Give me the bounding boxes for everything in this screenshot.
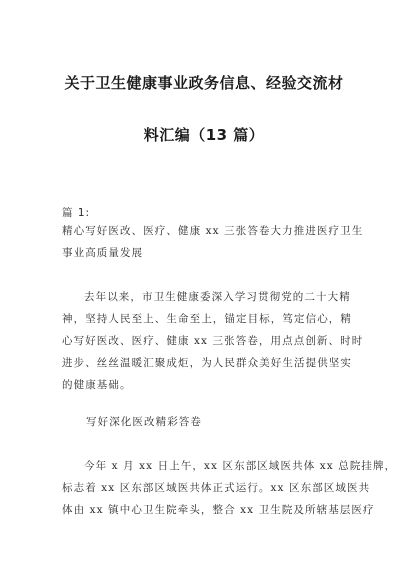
article-title xyxy=(62,220,364,264)
paragraph-line: 去年以来，市卫生健康委深入学习贯彻党的二十大精 xyxy=(84,291,351,303)
paragraph-line: 今年 x 月 xx 日上午，xx 区东部区域医共体 xx 总院挂牌， xyxy=(84,460,397,472)
article-title-line: 事业高质量发展 xyxy=(62,247,144,259)
paragraph-line: 体由 xx 镇中心卫生院牵头，整合 xx 卫生院及所辖基层医疗 xyxy=(62,504,375,516)
body-paragraph-1 xyxy=(62,286,364,396)
paragraph-line: 神，坚持人民至上、生命至上，锚定目标，笃定信心，精 xyxy=(62,313,352,325)
article-title-line: 精心写好医改、医疗、健康 xx 三张答卷大力推进医疗卫生 xyxy=(62,225,364,237)
document-title-line-2: 料汇编（13 篇） xyxy=(143,126,265,144)
paragraph-line: 标志着 xx 区东部区域医共体正式运行。xx 区东部区域医共 xyxy=(62,482,371,494)
subheading: 写好深化医改精彩答卷 xyxy=(86,416,202,428)
paragraph-line: 心写好医改、医疗、健康 xx 三张答卷，用点点创新、时时 xyxy=(62,335,364,347)
section-label: 篇 1: xyxy=(62,207,91,219)
paragraph-line: 的健康基础。 xyxy=(62,379,132,391)
paragraph-line: 进步、丝丝温暖汇聚成炬，为人民群众美好生活提供坚实 xyxy=(62,357,352,369)
document-title-line-1: 关于卫生健康事业政务信息、经验交流材 xyxy=(64,74,344,92)
body-paragraph-2 xyxy=(62,455,397,521)
